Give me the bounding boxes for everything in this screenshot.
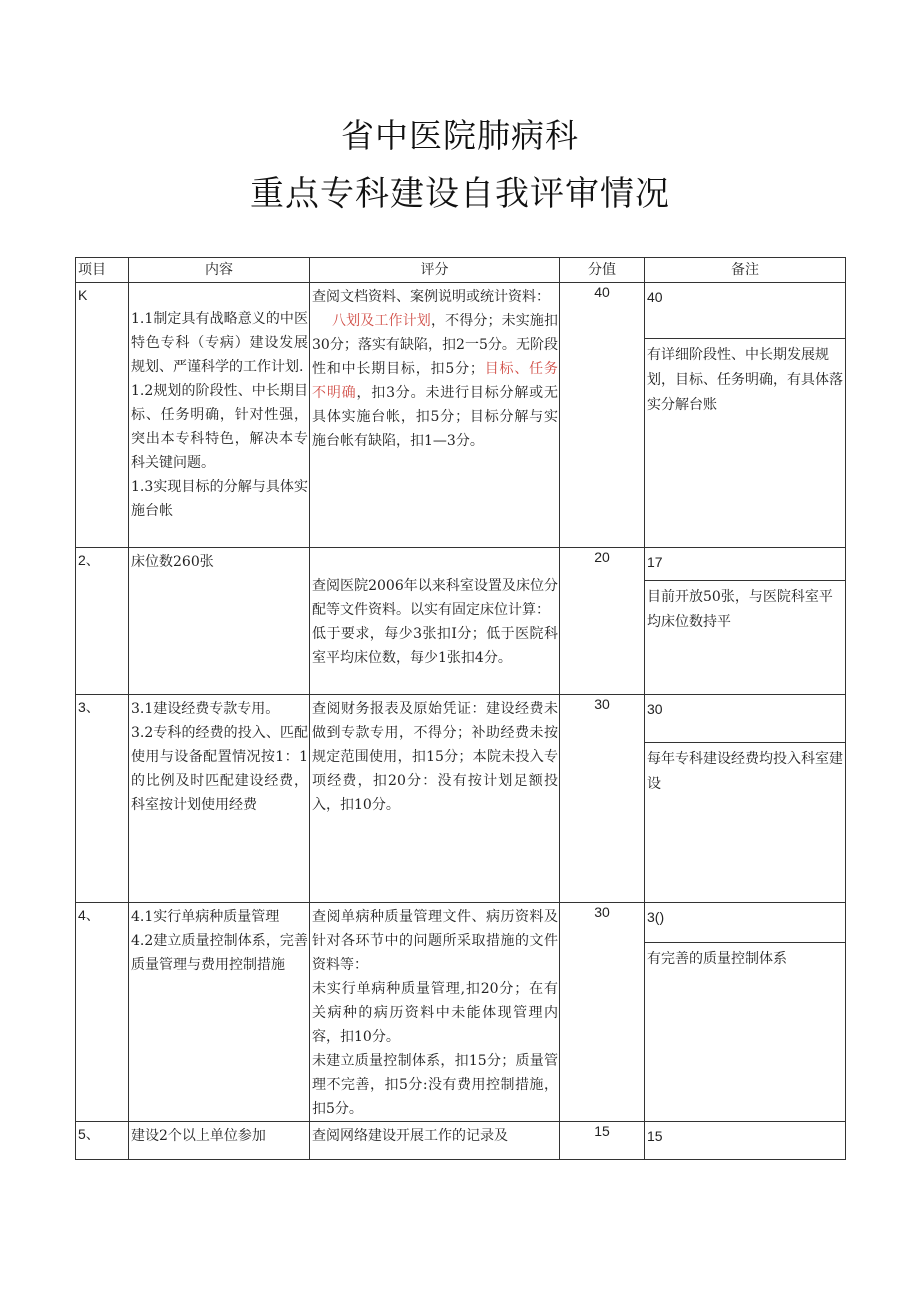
score-text: 查阅医院2006年以来科室设置及床位分配等文件资料。以实有固定床位计算： 低于要求，每少3张扣I分；低于医院科室平均床位数，每少1张扣4分。 <box>312 578 558 666</box>
note-text: 有完善的质量控制体系 <box>647 951 787 967</box>
table-row <box>76 283 846 548</box>
content-line: 1.1制定具有战略意义的中医特色专科（专病）建设发展规划、严谨科学的工作计划. <box>131 311 308 375</box>
score-highlight: 目标、任务不明确 <box>312 361 558 401</box>
score-text: 查阅单病种质量管理文件、病历资料及针对各环节中的问题所采取措施的文件资料等： 未实行单病种质量管理,扣20分；在有关病种的病历资料中未能体现管理内容，扣10分。 未建立质量控制体系，扣15分；质量管理不完善，扣5分:没有费用控制措施，扣5分。 <box>312 909 558 1117</box>
row-number: 4、 <box>76 903 129 1122</box>
header-score: 评分 <box>310 258 560 283</box>
content-line: 3.2专科的经费的投入、匹配使用与设备配置情况按1：1的比例及时匹配建设经费，科室按计划使用经费 <box>131 725 308 813</box>
table-row <box>76 1122 846 1160</box>
note-score: 3() <box>645 903 845 943</box>
row-number: 2、 <box>76 548 129 695</box>
row-score <box>310 695 560 903</box>
row-score <box>310 903 560 1122</box>
note-score: 30 <box>645 695 845 743</box>
row-note <box>645 695 846 903</box>
row-number: 3、 <box>76 695 129 903</box>
content-line: 建设2个以上单位参加 <box>131 1128 266 1144</box>
score-text: 查阅文档资料、案例说明或统计资料： <box>312 289 550 305</box>
score-text: 查阅财务报表及原始凭证：建设经费未做到专款专用，不得分；补助经费未按规定范围使用，扣15分；本院未投入专项经费，扣20分：没有按计划足额投入，扣10分。 <box>312 701 558 813</box>
content-line: 3.1建设经费专款专用。 <box>131 701 280 717</box>
header-item: 项目 <box>76 258 129 283</box>
note-text: 有详细阶段性、中长期发展规划，目标、任务明确，有具体落实分解台账 <box>647 347 843 413</box>
table-row <box>76 903 846 1122</box>
note-score: 17 <box>645 548 845 581</box>
row-note <box>645 548 846 695</box>
row-note <box>645 283 846 548</box>
document-title-line2: 重点专科建设自我评审情况 <box>250 174 670 214</box>
content-line: 4.1实行单病种质量管理 <box>131 909 280 925</box>
row-score <box>310 283 560 548</box>
content-line: 1.3实现目标的分解与具体实施台帐 <box>131 479 308 519</box>
evaluation-table <box>75 257 846 1160</box>
header-value: 分值 <box>560 258 645 283</box>
row-number: K <box>76 283 129 548</box>
row-number: 5、 <box>76 1122 129 1160</box>
content-line: 床位数260张 <box>131 554 214 570</box>
row-content <box>129 283 310 548</box>
note-text: 目前开放50张，与医院科室平均床位数持平 <box>647 589 833 630</box>
table-row <box>76 695 846 903</box>
document-title-line1: 省中医院肺病科 <box>341 116 579 155</box>
row-score <box>310 548 560 695</box>
note-score: 40 <box>645 283 845 339</box>
row-value: 30 <box>560 903 645 1122</box>
score-text: ，不得分；未实施扣30分；落实有缺陷，扣2一5分。无阶段性和中长期目标，扣5分； <box>312 313 559 377</box>
score-text: 查阅网络建设开展工作的记录及 <box>312 1128 508 1144</box>
row-note <box>645 1122 846 1160</box>
table-row <box>76 548 846 695</box>
header-content: 内容 <box>129 258 310 283</box>
row-score <box>310 1122 560 1160</box>
row-content <box>129 903 310 1122</box>
row-content <box>129 548 310 695</box>
header-note: 备注 <box>645 258 846 283</box>
content-line: 1.2规划的阶段性、中长期目标、任务明确，针对性强，突出本专科特色，解决本专科关键问题。 <box>131 383 308 471</box>
note-text: 每年专科建设经费均投入科室建设 <box>647 751 843 792</box>
score-text: ，扣3分。未进行目标分解或无具体实施台帐，扣5分；目标分解与实施台帐有缺陷，扣1—3分。 <box>312 385 558 449</box>
row-value: 40 <box>560 283 645 548</box>
score-highlight: 八划及工作计划 <box>332 313 431 329</box>
table-header-row <box>76 258 846 283</box>
content-line: 4.2建立质量控制体系，完善质量管理与费用控制措施 <box>131 933 308 973</box>
row-content <box>129 695 310 903</box>
row-content <box>129 1122 310 1160</box>
row-note <box>645 903 846 1122</box>
row-value: 20 <box>560 548 645 695</box>
row-value: 30 <box>560 695 645 903</box>
note-score: 15 <box>647 1128 663 1144</box>
row-value: 15 <box>560 1122 645 1160</box>
